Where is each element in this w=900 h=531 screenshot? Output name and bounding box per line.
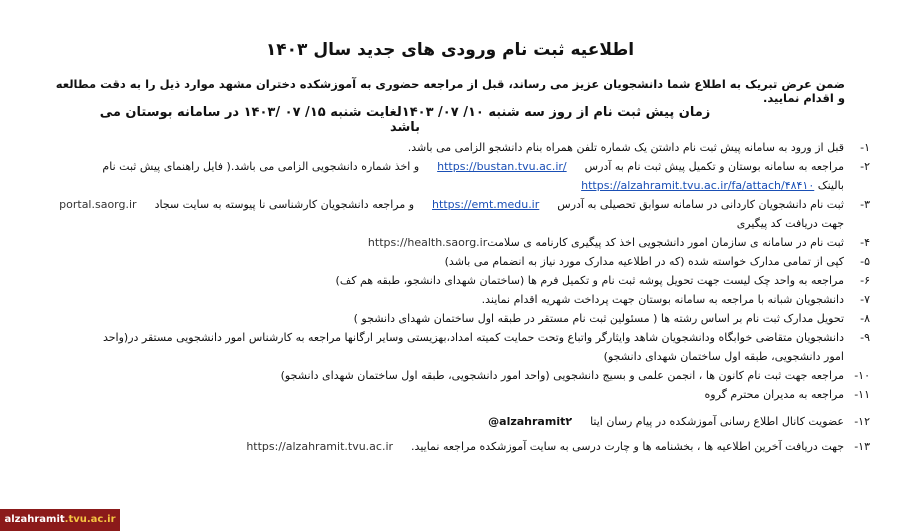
list-item-6	[30, 271, 870, 290]
list-item-8	[30, 309, 870, 328]
intro-text: ضمن عرض تبریک به اطلاع شما دانشجویان عزیز می رساند، قبل از مراجعه حضوری به آموزشکده دختران مشهد موارد ذیل را به دقت مطالعه و اقدام نمایید.	[55, 77, 845, 105]
list-item-4	[30, 233, 870, 252]
item-number: ۹-	[860, 331, 870, 344]
list-item-7	[30, 290, 870, 309]
item-number: ۳-	[860, 198, 870, 211]
item-text: مراجعه به سامانه بوستان و تکمیل پیش ثبت نام به آدرس	[584, 160, 844, 173]
footer-watermark	[0, 509, 120, 531]
item-number: ۵-	[860, 255, 870, 268]
list-item-11	[30, 385, 870, 404]
list-item-5	[30, 252, 870, 271]
item-text-cont: جهت دریافت کد پیگیری	[736, 217, 844, 230]
list-item-13	[30, 437, 870, 456]
item-text: تحویل مدارک ثبت نام بر اساس رشته ها ( مسئولین ثبت نام مستقر در طبقه اول ساختمان شهدای دانشجو )	[353, 312, 844, 325]
item-number: ۱-	[860, 141, 870, 154]
item-text: عضویت کانال اطلاع رسانی آموزشکده در پیام رسان ایتا	[590, 415, 844, 428]
list-item-9	[30, 328, 870, 347]
list-item-12	[30, 412, 870, 431]
footer-domain: .tvu.ac.ir	[64, 514, 116, 525]
health-link[interactable]: https://health.saorg.ir	[367, 236, 488, 249]
item-text-b: و اخذ شماره دانشجویی الزامی می باشد.( فایل راهنمای پیش ثبت نام	[102, 160, 420, 173]
instructions-list	[30, 138, 870, 456]
list-item-3-cont	[30, 214, 870, 233]
list-item-2-cont	[30, 176, 870, 195]
item-number: ۱۰-	[854, 369, 870, 382]
sajad-portal-link[interactable]: portal.saorg.ir	[59, 198, 137, 211]
item-text-cont: بالینک	[817, 179, 844, 192]
website-url[interactable]: https://alzahramit.tvu.ac.ir	[246, 440, 394, 453]
list-item-10	[30, 366, 870, 385]
list-item-1	[30, 138, 870, 157]
item-text: مراجعه به واحد چک لیست جهت تحویل پوشه ثبت نام و تکمیل فرم ها (ساختمان شهدای دانشجو، طبقه هم کف)	[335, 274, 844, 287]
item-text: مراجعه جهت ثبت نام کانون ها ، انجمن علمی و بسیج دانشجویی (واحد امور دانشجویی، طبقه اول ساختمان شهدای دانشجو)	[280, 369, 844, 382]
footer-site-name: alzahramit	[4, 514, 65, 525]
item-text-b: و مراجعه دانشجویان کارشناسی نا پیوسته به سایت سجاد	[154, 198, 415, 211]
page-title: اطلاعیه ثبت نام ورودی های جدید سال ۱۴۰۳	[265, 40, 635, 60]
bustan-link[interactable]: https://bustan.tvu.ac.ir/	[437, 160, 567, 173]
item-text: ثبت نام دانشجویان کاردانی در سامانه سوابق تحصیلی به آدرس	[557, 198, 844, 211]
item-number: ۸-	[860, 312, 870, 325]
item-number: ۲-	[860, 160, 870, 173]
guide-attach-link[interactable]: https://alzahramit.tvu.ac.ir/fa/attach/۴۸۴۱۰	[581, 179, 815, 192]
emt-link[interactable]: https://emt.medu.ir	[432, 198, 540, 211]
list-item-2	[30, 157, 870, 176]
item-number: ۶-	[860, 274, 870, 287]
list-item-9-cont	[30, 347, 870, 366]
item-number: ۱۲-	[854, 415, 870, 428]
item-text: دانشجویان متقاضی خوابگاه ودانشجویان شاهد وایثارگر واتباع وتحت حمایت کمیته امداد،بهزیستی وسایر ارگانها مراجعه به کارشناس امور دانشجویی مستقر در(واحد	[102, 331, 844, 344]
list-item-3	[30, 195, 870, 214]
item-number: ۱۱-	[854, 388, 870, 401]
registration-period: زمان پیش ثبت نام از روز سه شنبه ۱۰/ ۰۷/ ۱۴۰۳لغایت شنبه ۱۵/ ۰۷ /۱۴۰۳ در سامانه بوستان می باشد	[99, 105, 711, 135]
item-text: قبل از ورود به سامانه پیش ثبت نام داشتن یک شماره تلفن همراه بنام دانشجو الزامی می باشد.	[407, 141, 844, 154]
item-text: دانشجویان شبانه با مراجعه به سامانه بوستان جهت پرداخت شهریه اقدام نمایند.	[481, 293, 844, 306]
item-number: ۴-	[860, 236, 870, 249]
item-text: جهت دریافت آخرین اطلاعیه ها ، بخشنامه ها و چارت درسی به سایت آموزشکده مراجعه نمایید.	[411, 440, 844, 453]
eitaa-handle[interactable]: @alzahramit۲	[488, 415, 573, 428]
item-text-cont: امور دانشجویی، طبقه اول ساختمان شهدای دانشجو)	[603, 350, 844, 363]
item-text: کپی از تمامی مدارک خواسته شده (که در اطلاعیه مدارک مورد نیاز به انضمام می باشد)	[444, 255, 844, 268]
item-number: ۷-	[860, 293, 870, 306]
item-text: مراجعه به مدیران محترم گروه	[704, 388, 844, 401]
item-number: ۱۳-	[854, 440, 870, 453]
item-text: ثبت نام در سامانه ی سازمان امور دانشجویی اخذ کد پیگیری کارنامه ی سلامت	[487, 236, 844, 249]
